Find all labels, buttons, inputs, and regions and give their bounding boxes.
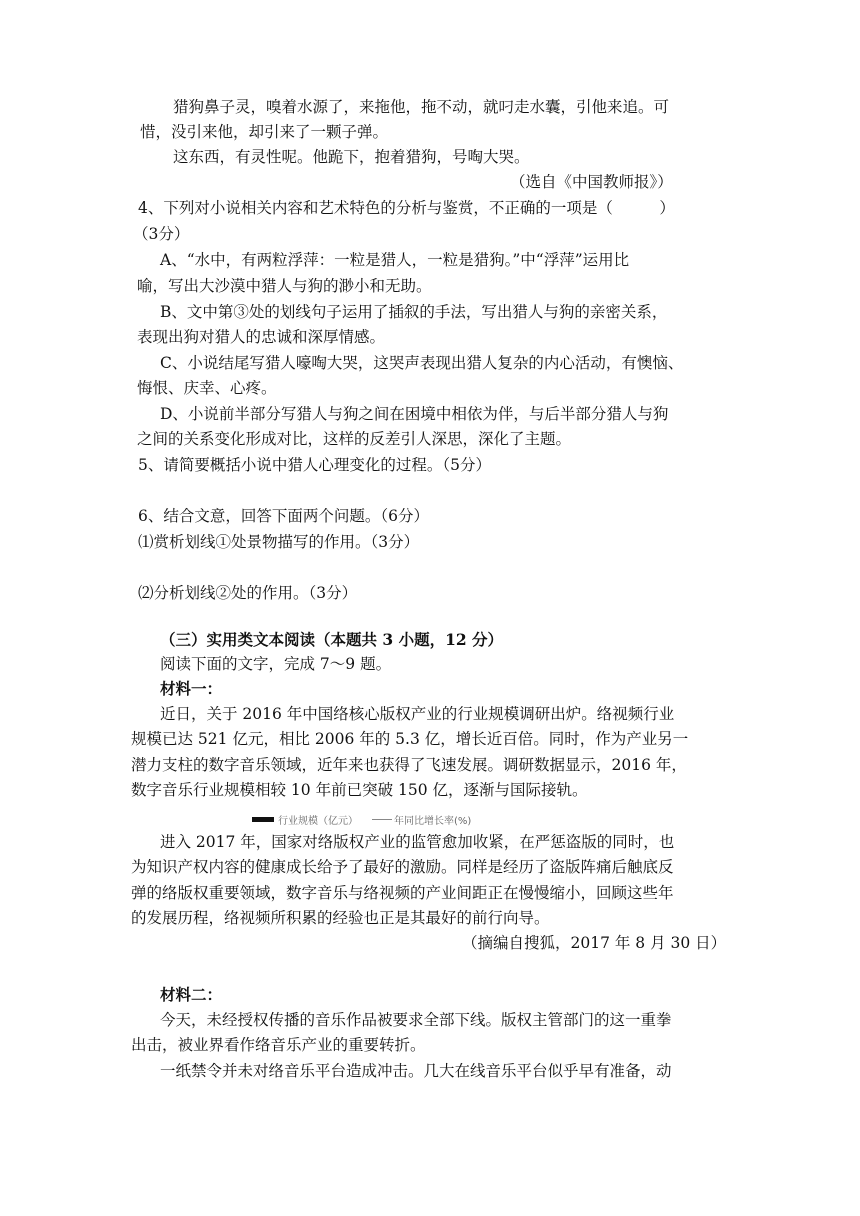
text-line-m1-p2-l1: 进入 2017 年，国家对络版权产业的监管愈加收紧，在严惩盗版的同时，也	[160, 833, 675, 851]
text-line-q4-l1: 4、下列对小说相关内容和艺术特色的分析与鉴赏，不正确的一项是（ ）	[138, 199, 675, 217]
text-line-optD-l2: 之间的关系变化形成对比，这样的反差引人深思，深化了主题。	[137, 430, 572, 448]
text-line-m1-l1: 近日，关于 2016 年中国络核心版权产业的行业规模调研出炉。络视频行业	[160, 705, 675, 723]
text-line-p1-l2: 惜，没引来他，却引来了一颗子弹。	[140, 123, 389, 141]
text-line-m2-l2: 出击，被业界看作络音乐产业的重要转折。	[131, 1036, 426, 1054]
text-line-m1-l3: 潜力支柱的数字音乐领域，近年来也获得了飞速发展。调研数据显示，2016 年，	[131, 756, 687, 774]
text-line-source1: （选自《中国教师报》）	[510, 173, 673, 191]
text-line-section3: （三）实用类文本阅读（本题共 3 小题，12 分）	[160, 630, 504, 649]
text-line-instruction: 阅读下面的文字，完成 7～9 题。	[160, 655, 392, 673]
text-line-optC-l1: C、小说结尾写猎人嚎啕大哭，这哭声表现出猎人复杂的内心活动，有懊恼、	[160, 354, 684, 372]
line-series-swatch	[372, 819, 392, 820]
bar-series-swatch	[252, 817, 274, 822]
text-line-m2-l3: 一纸禁令并未对络音乐平台造成冲击。几大在线音乐平台似乎早有准备，动	[160, 1062, 672, 1080]
legend-bar-label: 行业规模（亿元）	[278, 816, 358, 827]
chart-legend	[252, 812, 471, 828]
text-line-m2-l1: 今天，未经授权传播的音乐作品被要求全部下线。版权主管部门的这一重拳	[160, 1011, 672, 1029]
text-line-m1-p2-l4: 的发展历程，络视频所积累的经验也正是其最好的前行向导。	[131, 909, 550, 927]
text-line-optC-l2: 悔恨、庆幸、心疼。	[137, 379, 277, 397]
text-line-m1-p2-l2: 为知识产权内容的健康成长给予了最好的激励。同样是经历了盗版阵痛后触底反	[131, 858, 674, 876]
legend-line-label: 年同比增长率(%)	[394, 816, 472, 827]
text-line-m1-p2-l3: 弹的络版权重要领域，数字音乐与络视频的产业间距正在慢慢缩小，回顾这些年	[131, 884, 674, 902]
text-line-source2: （摘编自搜狐，2017 年 8 月 30 日）	[462, 934, 727, 952]
text-line-optD-l1: D、小说前半部分写猎人与狗之间在困境中相依为伴，与后半部分猎人与狗	[160, 405, 669, 423]
text-line-m1-l2: 规模已达 521 亿元，相比 2006 年的 5.3 亿，增长近百倍。同时，作为产业另一	[131, 730, 689, 748]
text-line-optA-l2: 喻，写出大沙漠中猎人与狗的渺小和无助。	[137, 277, 432, 295]
text-line-q6-1: ⑴赏析划线①处景物描写的作用。（3分）	[138, 533, 420, 551]
text-line-q6: 6、结合文意，回答下面两个问题。（6分）	[138, 507, 429, 525]
text-line-optB-l1: B、文中第③处的划线句子运用了插叙的手法，写出猎人与狗的亲密关系，	[160, 303, 668, 321]
text-line-p1-l1: 猎狗鼻子灵，嗅着水源了，来拖他，拖不动，就叼走水囊，引他来追。可	[173, 98, 670, 116]
text-line-optB-l2: 表现出狗对猎人的忠诚和深厚情感。	[137, 328, 386, 346]
text-line-m1-l4: 数字音乐行业规模相较 10 年前已突破 150 亿，逐渐与国际接轨。	[131, 781, 588, 799]
text-line-mat1-title: 材料一：	[160, 679, 223, 698]
text-line-q5: 5、请简要概括小说中猎人心理变化的过程。（5分）	[138, 456, 491, 474]
text-line-optA-l1: A、“水中，有两粒浮萍：一粒是猎人，一粒是猎狗。”中“浮萍”运用比	[160, 251, 630, 269]
text-line-mat2-title: 材料二：	[160, 985, 223, 1004]
text-line-q6-2: ⑵分析划线②处的作用。（3分）	[138, 584, 358, 602]
text-line-q4-l2: （3分）	[133, 225, 190, 243]
text-line-p2: 这东西，有灵性呢。他跪下，抱着猎狗，号啕大哭。	[173, 148, 530, 166]
